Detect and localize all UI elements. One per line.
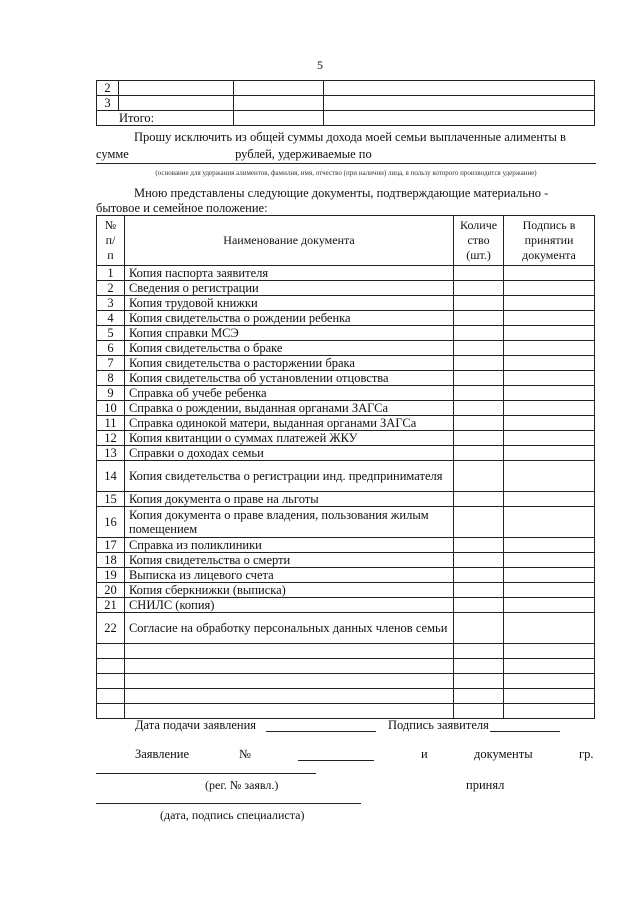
blank-cell[interactable]: [454, 659, 504, 674]
income-row-num: 2: [97, 81, 119, 96]
document-name: Справка о рождении, выданная органами ЗАГСа: [124, 401, 453, 416]
blank-cell[interactable]: [97, 704, 125, 719]
document-sign-cell[interactable]: [504, 613, 595, 644]
document-qty-cell[interactable]: [454, 386, 504, 401]
document-num: 18: [97, 553, 125, 568]
document-name: Справка одинокой матери, выданная органами ЗАГСа: [124, 416, 453, 431]
document-sign-cell[interactable]: [504, 568, 595, 583]
document-row: [97, 266, 595, 281]
document-num: 8: [97, 371, 125, 386]
document-name: Копия свидетельства о браке: [124, 341, 453, 356]
document-name: Копия сберкнижки (выписка): [124, 583, 453, 598]
document-qty-cell[interactable]: [454, 356, 504, 371]
document-name: Выписка из лицевого счета: [124, 568, 453, 583]
blank-cell[interactable]: [97, 659, 125, 674]
document-sign-cell[interactable]: [504, 341, 595, 356]
document-name: Копия свидетельства о смерти: [124, 553, 453, 568]
document-row: [97, 356, 595, 371]
document-sign-cell[interactable]: [504, 461, 595, 492]
document-sign-cell[interactable]: [504, 311, 595, 326]
blank-cell[interactable]: [454, 689, 504, 704]
document-qty-cell[interactable]: [454, 538, 504, 553]
total-label: Итого:: [97, 111, 234, 126]
document-num: 10: [97, 401, 125, 416]
document-name: СНИЛС (копия): [124, 598, 453, 613]
income-cell[interactable]: [233, 81, 323, 96]
document-name: Копия свидетельства о рождении ребенка: [124, 311, 453, 326]
documents-table-header: [97, 216, 595, 266]
blank-cell[interactable]: [124, 674, 453, 689]
income-cell[interactable]: [323, 111, 594, 126]
reg-number-caption: (рег. № заявл.): [205, 778, 279, 792]
blank-cell[interactable]: [504, 689, 595, 704]
document-num: 2: [97, 281, 125, 296]
document-row: [97, 326, 595, 341]
document-qty-cell[interactable]: [454, 416, 504, 431]
document-qty-cell[interactable]: [454, 371, 504, 386]
document-qty-cell[interactable]: [454, 568, 504, 583]
document-row: [97, 553, 595, 568]
page-number: 5: [317, 58, 323, 72]
document-row: [97, 371, 595, 386]
document-sign-cell[interactable]: [504, 446, 595, 461]
document-num: 19: [97, 568, 125, 583]
document-sign-cell[interactable]: [504, 492, 595, 507]
blank-cell[interactable]: [504, 674, 595, 689]
document-sign-cell[interactable]: [504, 431, 595, 446]
blank-cell[interactable]: [97, 674, 125, 689]
document-name: Согласие на обработку персональных данных членов семьи: [124, 613, 453, 644]
document-qty-cell[interactable]: [454, 492, 504, 507]
document-row: [97, 461, 595, 492]
date-field[interactable]: [266, 731, 376, 732]
document-row: [97, 341, 595, 356]
header-num: № п/п: [97, 216, 125, 266]
blank-cell[interactable]: [124, 689, 453, 704]
accepted-label: принял: [466, 778, 505, 792]
blank-cell[interactable]: [454, 704, 504, 719]
document-row: [97, 598, 595, 613]
document-name: Копия свидетельства о расторжении брака: [124, 356, 453, 371]
document-qty-cell[interactable]: [454, 583, 504, 598]
document-num: 12: [97, 431, 125, 446]
document-num: 22: [97, 613, 125, 644]
blank-document-row: [97, 659, 595, 674]
document-qty-cell[interactable]: [454, 326, 504, 341]
alimony-sum-label: сумме: [96, 147, 129, 161]
document-qty-cell[interactable]: [454, 461, 504, 492]
document-num: 14: [97, 461, 125, 492]
document-name: Справка об учебе ребенка: [124, 386, 453, 401]
document-qty-cell[interactable]: [454, 401, 504, 416]
document-sign-cell[interactable]: [504, 538, 595, 553]
document-sign-cell[interactable]: [504, 326, 595, 341]
document-num: 15: [97, 492, 125, 507]
document-qty-cell[interactable]: [454, 553, 504, 568]
document-qty-cell[interactable]: [454, 446, 504, 461]
alimony-basis-note: (основание для удержания алиментов, фамилия, имя, отчество (при наличии) лица, в пользу которого производится удержание): [155, 169, 537, 177]
documents-label: документы: [474, 747, 533, 761]
document-num: 1: [97, 266, 125, 281]
document-name: Копия свидетельства об установлении отцовства: [124, 371, 453, 386]
document-qty-cell[interactable]: [454, 281, 504, 296]
document-sign-cell[interactable]: [504, 401, 595, 416]
document-sign-cell[interactable]: [504, 296, 595, 311]
alimony-line-2: [96, 146, 596, 164]
documents-intro-line-1: Мною представлены следующие документы, подтверждающие материально -: [134, 186, 549, 200]
income-row: [97, 111, 595, 126]
statement-number-field[interactable]: [298, 760, 374, 761]
document-qty-cell[interactable]: [454, 613, 504, 644]
and-label: и: [421, 747, 428, 761]
blank-cell[interactable]: [124, 644, 453, 659]
document-name: Копия паспорта заявителя: [124, 266, 453, 281]
document-num: 11: [97, 416, 125, 431]
document-sign-cell[interactable]: [504, 356, 595, 371]
document-name: Справки о доходах семьи: [124, 446, 453, 461]
document-qty-cell[interactable]: [454, 296, 504, 311]
document-num: 7: [97, 356, 125, 371]
document-qty-cell[interactable]: [454, 311, 504, 326]
date-label: Дата подачи заявления: [135, 718, 257, 732]
income-cell[interactable]: [118, 81, 233, 96]
specialist-caption: (дата, подпись специалиста): [160, 808, 305, 822]
document-qty-cell[interactable]: [454, 598, 504, 613]
alimony-request: [96, 129, 596, 164]
income-row-num: 3: [97, 96, 119, 111]
alimony-rubles-label: рублей, удерживаемые по: [235, 147, 372, 161]
specialist-field[interactable]: [96, 803, 361, 804]
document-row: [97, 416, 595, 431]
signature-label: Подпись заявителя: [388, 718, 489, 732]
document-qty-cell[interactable]: [454, 341, 504, 356]
documents-intro: [96, 186, 596, 216]
document-num: 4: [97, 311, 125, 326]
income-row: [97, 96, 595, 111]
income-table-continuation: [96, 80, 595, 126]
document-num: 9: [97, 386, 125, 401]
document-row: [97, 311, 595, 326]
document-name: Копия свидетельства о регистрации инд. предпринимателя: [124, 461, 453, 492]
document-row: [97, 431, 595, 446]
statement-label: Заявление: [135, 747, 190, 761]
alimony-basis-field[interactable]: [96, 163, 596, 164]
document-name: Справка из поликлиники: [124, 538, 453, 553]
document-sign-cell[interactable]: [504, 386, 595, 401]
document-sign-cell[interactable]: [504, 281, 595, 296]
document-row: [97, 507, 595, 538]
document-num: 3: [97, 296, 125, 311]
document-qty-cell[interactable]: [454, 431, 504, 446]
document-num: 20: [97, 583, 125, 598]
document-row: [97, 583, 595, 598]
document-row: [97, 296, 595, 311]
document-row: [97, 446, 595, 461]
document-sign-cell[interactable]: [504, 266, 595, 281]
blank-document-row: [97, 644, 595, 659]
document-row: [97, 492, 595, 507]
document-name: Копия квитанции о суммах платежей ЖКУ: [124, 431, 453, 446]
document-sign-cell[interactable]: [504, 598, 595, 613]
document-num: 17: [97, 538, 125, 553]
citizen-label: гр.: [579, 747, 594, 761]
blank-document-row: [97, 704, 595, 719]
document-sign-cell[interactable]: [504, 416, 595, 431]
document-num: 13: [97, 446, 125, 461]
citizen-name-field[interactable]: [96, 773, 316, 774]
document-row: [97, 538, 595, 553]
document-name: Сведения о регистрации: [124, 281, 453, 296]
blank-cell[interactable]: [124, 704, 453, 719]
document-row: [97, 401, 595, 416]
blank-cell[interactable]: [124, 659, 453, 674]
blank-cell[interactable]: [97, 644, 125, 659]
blank-cell[interactable]: [504, 659, 595, 674]
blank-cell[interactable]: [454, 674, 504, 689]
document-row: [97, 386, 595, 401]
blank-document-row: [97, 689, 595, 704]
alimony-sum-field[interactable]: [132, 146, 232, 164]
document-num: 21: [97, 598, 125, 613]
number-sign: №: [239, 747, 251, 761]
documents-intro-line-2: бытовое и семейное положение:: [96, 201, 268, 215]
document-num: 6: [97, 341, 125, 356]
document-num: 16: [97, 507, 125, 538]
document-sign-cell[interactable]: [504, 583, 595, 598]
income-cell[interactable]: [118, 96, 233, 111]
blank-cell[interactable]: [97, 689, 125, 704]
income-row: [97, 81, 595, 96]
documents-table: [96, 215, 595, 719]
income-cell[interactable]: [323, 81, 594, 96]
blank-cell[interactable]: [504, 704, 595, 719]
document-row: [97, 613, 595, 644]
alimony-line-1: Прошу исключить из общей суммы дохода моей семьи выплаченные алименты в: [134, 130, 566, 144]
income-cell[interactable]: [233, 111, 323, 126]
signature-field[interactable]: [490, 731, 560, 732]
document-qty-cell[interactable]: [454, 266, 504, 281]
income-cell[interactable]: [233, 96, 323, 111]
document-name: Копия документа о праве владения, пользования жилым помещением: [124, 507, 453, 538]
document-name: Копия документа о праве на льготы: [124, 492, 453, 507]
blank-cell[interactable]: [454, 644, 504, 659]
document-name: Копия справки МСЭ: [124, 326, 453, 341]
document-sign-cell[interactable]: [504, 553, 595, 568]
document-sign-cell[interactable]: [504, 507, 595, 538]
document-num: 5: [97, 326, 125, 341]
blank-document-row: [97, 674, 595, 689]
header-name: Наименование документа: [124, 216, 453, 266]
document-row: [97, 281, 595, 296]
document-row: [97, 568, 595, 583]
header-qty: Количество (шт.): [454, 216, 504, 266]
document-qty-cell[interactable]: [454, 507, 504, 538]
header-sign: Подпись в принятии документа: [504, 216, 595, 266]
income-cell[interactable]: [323, 96, 594, 111]
blank-cell[interactable]: [504, 644, 595, 659]
document-sign-cell[interactable]: [504, 371, 595, 386]
document-name: Копия трудовой книжки: [124, 296, 453, 311]
